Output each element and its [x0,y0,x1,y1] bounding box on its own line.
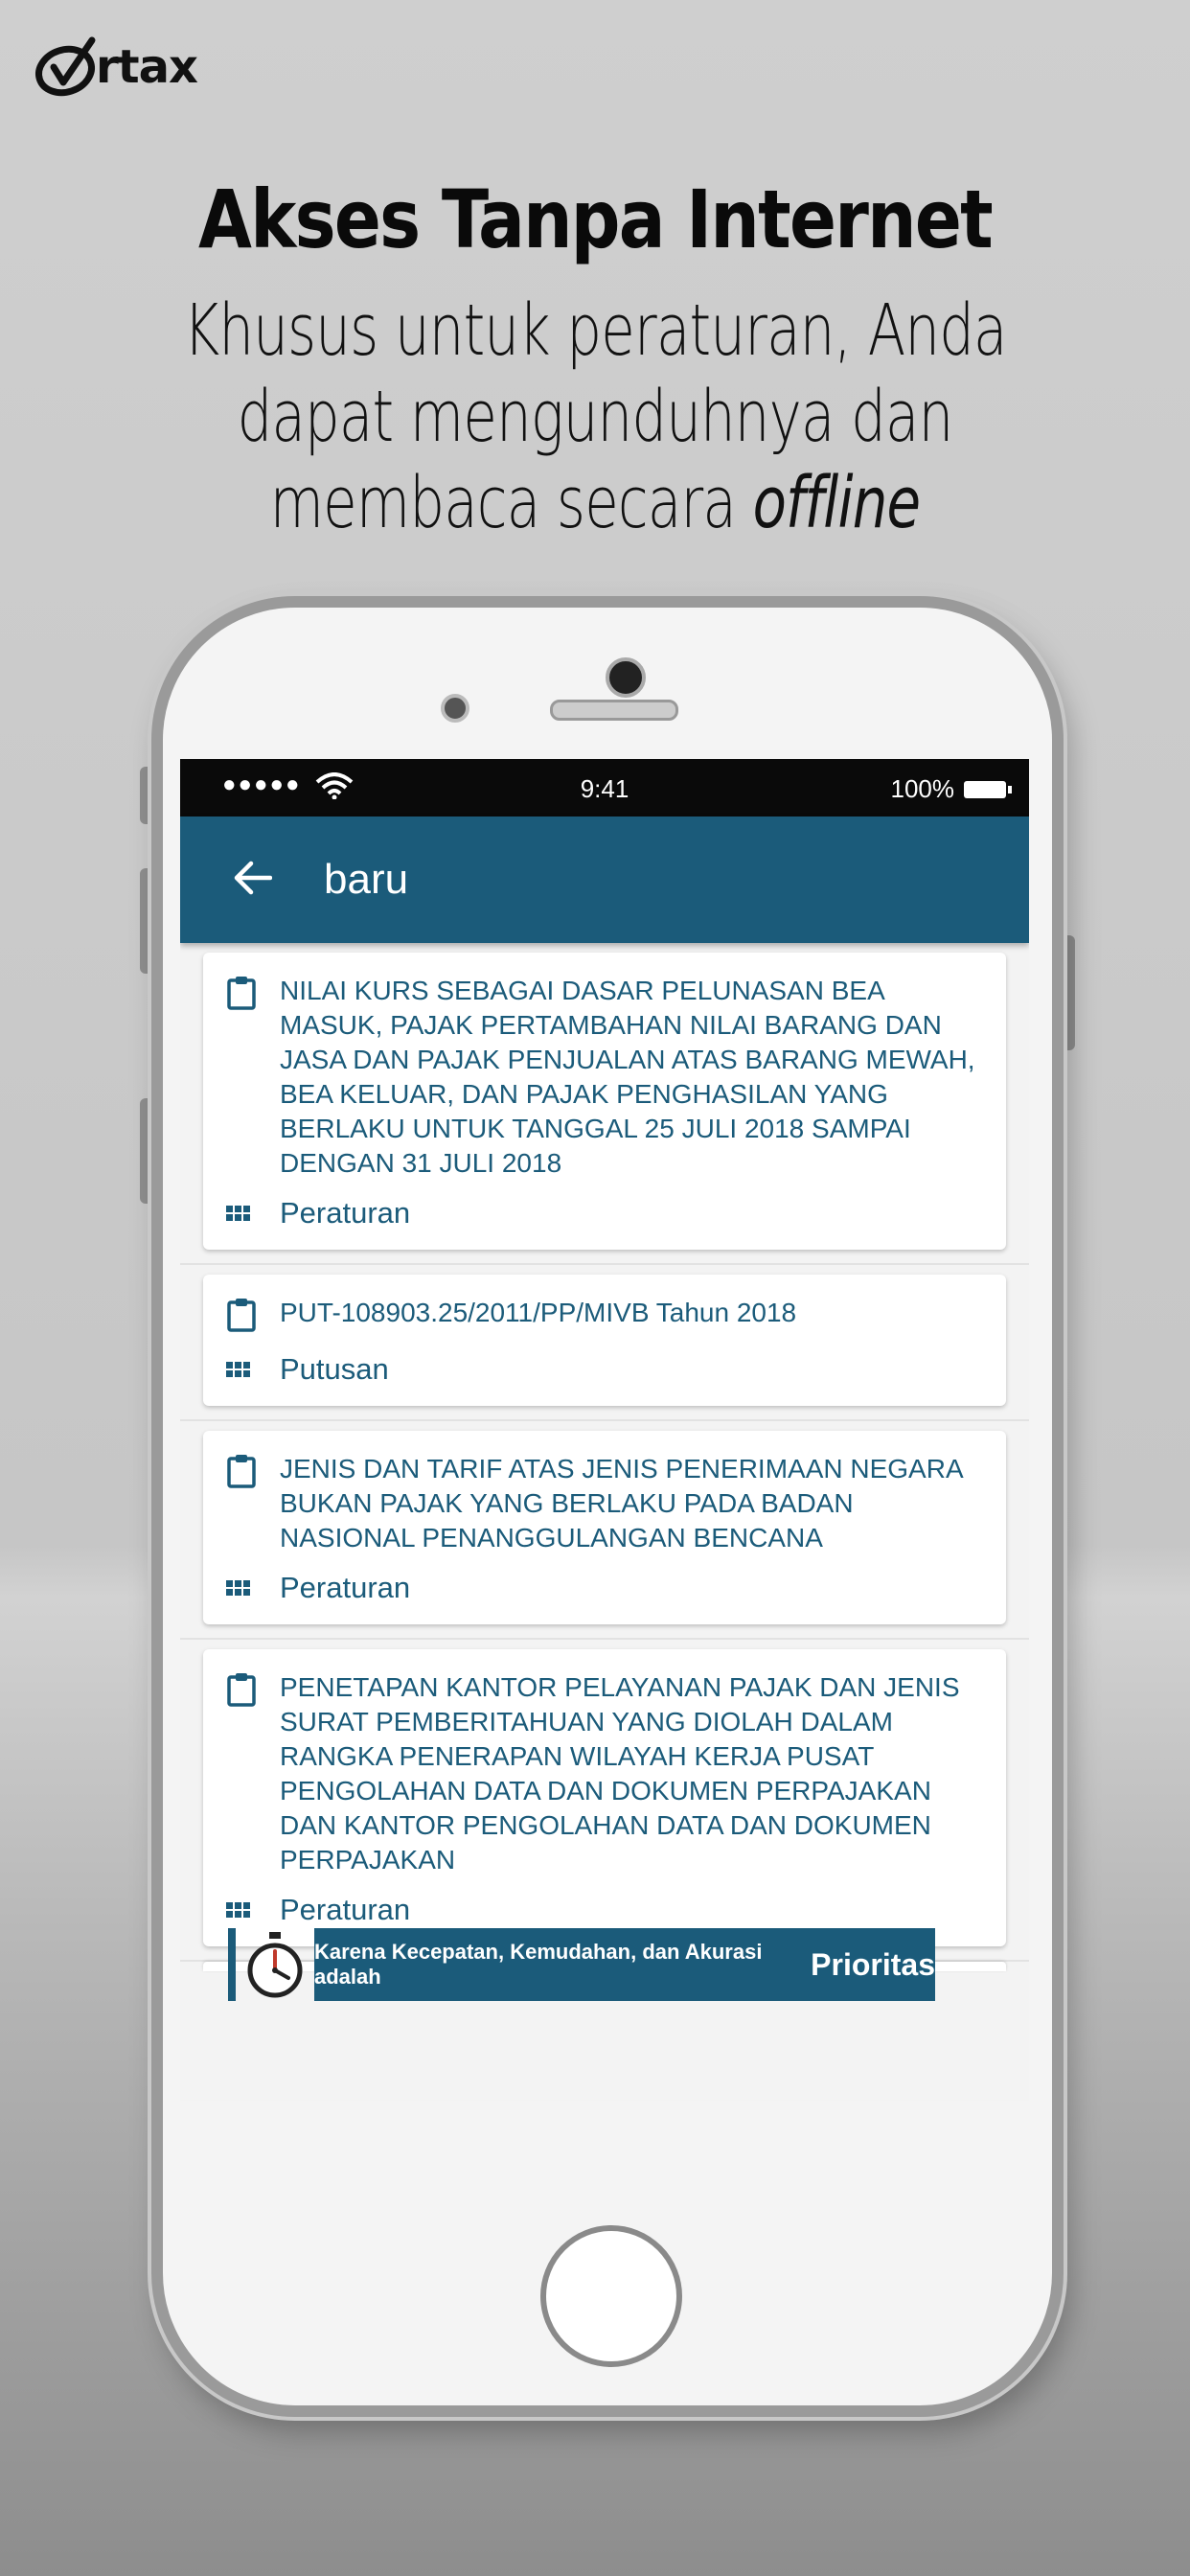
promo-subline [131,288,1060,546]
ortax-logo [33,29,197,105]
document-card[interactable] [203,1649,1006,1946]
promo-headline: Akses Tanpa Internet [198,172,992,266]
promo-subline-1: Khusus untuk peraturan, Anda [183,289,1007,372]
document-list [180,943,1029,1971]
clipboard-icon [226,974,280,1015]
status-time: 9:41 [580,774,629,803]
stopwatch-icon [236,1926,314,2003]
promo-subline-offline: offline [752,462,921,544]
arrow-left-icon [232,861,272,895]
page-title: baru [324,856,409,903]
document-card[interactable] [203,953,1006,1250]
phone-power-button [1062,935,1075,1050]
logo-text: rtax [96,40,197,94]
logo-mark-icon [33,33,102,102]
footer-accent-bar [228,1928,236,2001]
document-card[interactable] [203,1275,1006,1406]
document-category: Putusan [280,1352,389,1386]
document-category: Peraturan [280,1893,411,1926]
front-camera [606,657,646,698]
app-screen [180,759,1029,2101]
home-button[interactable] [540,2225,682,2367]
list-item[interactable] [180,1640,1029,1962]
signal-dots: ●●●●● [222,771,302,797]
status-bar [180,759,1029,816]
footer-tagline-highlight: Prioritas [811,1946,935,1982]
clipboard-icon [226,1452,280,1493]
app-bar [180,816,1029,943]
clipboard-icon [226,1670,280,1712]
footer-tagline [314,1928,935,2001]
promo-subline-2: dapat mengunduhnya dan [237,376,953,458]
promo-subline-3-text: membaca secara [269,462,753,544]
promo-subline-3 [131,460,1060,546]
category-grid-icon [226,1196,280,1221]
document-title: PUT-108903.25/2011/PP/MIVB Tahun 2018 [280,1298,797,1327]
category-grid-icon [226,1571,280,1596]
document-category: Peraturan [280,1571,411,1604]
clipboard-icon [226,1296,280,1337]
battery-percent: 100% [890,774,954,803]
footer-banner [228,1926,935,2003]
earpiece-speaker [550,700,678,721]
document-category: Peraturan [280,1196,411,1230]
list-item[interactable] [180,1265,1029,1421]
document-card[interactable] [203,1431,1006,1624]
document-title: NILAI KURS SEBAGAI DASAR PELUNASAN BEA MASUK, PAJAK PERTAMBAHAN NILAI BARANG DAN JASA DAN PAJAK PENJUALAN ATAS BARANG MEWAH, BEA KELUAR, DAN PAJAK PENGHASILAN YANG BERLAKU UNTUK TANGGAL 25 JULI 2018 SAMPAI DENGAN 31 JULI 2018 [280,976,975,1178]
footer-tagline-text: Karena Kecepatan, Kemudahan, dan Akurasi adalah [314,1940,763,1989]
battery-icon [964,781,1006,798]
back-button[interactable] [180,854,324,907]
document-title: PENETAPAN KANTOR PELAYANAN PAJAK DAN JENIS SURAT PEMBERITAHUAN YANG DIOLAH DALAM RANGKA PENERAPAN WILAYAH KERJA PUSAT PENGOLAHAN DATA DAN DOKUMEN PERPAJAKAN DAN KANTOR PENGOLAHAN DATA DAN DOKUMEN PERPAJAKAN [280,1672,960,1874]
list-item[interactable] [180,1421,1029,1640]
category-grid-icon [226,1893,280,1918]
document-title: JENIS DAN TARIF ATAS JENIS PENERIMAAN NEGARA BUKAN PAJAK YANG BERLAKU PADA BADAN NASIONAL PENANGGULANGAN BENCANA [280,1454,963,1552]
proximity-sensor [441,694,469,723]
category-grid-icon [226,1352,280,1377]
list-item[interactable] [180,943,1029,1265]
battery-status [891,774,1007,804]
